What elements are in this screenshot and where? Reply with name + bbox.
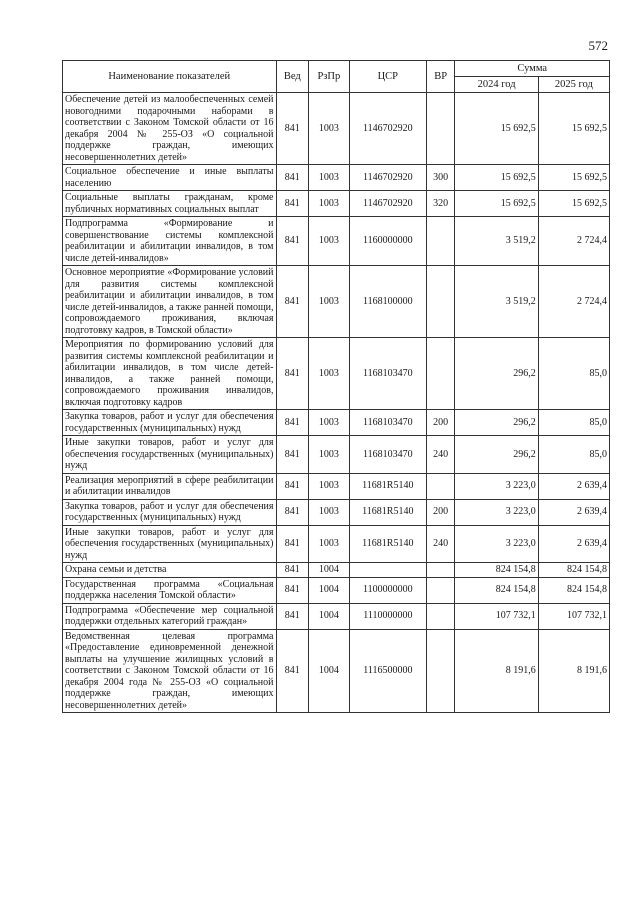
row-csr: 11681R5140 [349,473,426,499]
row-sum-2025: 2 724,4 [538,266,609,338]
row-vr [426,629,454,713]
row-sum-2024: 3 223,0 [455,473,538,499]
row-csr: 1168103470 [349,436,426,474]
row-sum-2025: 2 639,4 [538,525,609,563]
row-sum-2024: 3 519,2 [455,217,538,266]
row-vr [426,93,454,165]
row-ved: 841 [276,577,309,603]
row-sum-2024: 296,2 [455,338,538,410]
row-rzpr: 1004 [309,603,350,629]
row-csr: 1168100000 [349,266,426,338]
table-row [63,436,610,474]
row-name: Закупка товаров, работ и услуг для обеспечения государственных (муниципальных) нужд [63,499,277,525]
row-rzpr: 1003 [309,266,350,338]
row-vr [426,266,454,338]
row-vr: 300 [426,165,454,191]
table-row [63,217,610,266]
row-name: Охрана семьи и детства [63,563,277,578]
row-vr [426,563,454,578]
table-row [63,629,610,713]
row-ved: 841 [276,410,309,436]
row-ved: 841 [276,603,309,629]
row-ved: 841 [276,563,309,578]
row-name: Иные закупки товаров, работ и услуг для обеспечения государственных (муниципальных) нужд [63,436,277,474]
row-sum-2025: 15 692,5 [538,191,609,217]
row-sum-2024: 15 692,5 [455,165,538,191]
row-vr: 240 [426,525,454,563]
row-name: Обеспечение детей из малообеспеченных семей новогодними подарочными наборами в соответствии с Законом Томской области от 16 декабря 2004 № 255-ОЗ «О социальной поддержке граждан, имеющих несовершеннолетних детей» [63,93,277,165]
header-rzpr: РзПр [309,61,350,93]
row-vr [426,338,454,410]
row-sum-2025: 107 732,1 [538,603,609,629]
row-name: Подпрограмма «Обеспечение мер социальной поддержки отдельных категорий граждан» [63,603,277,629]
table-row [63,577,610,603]
row-rzpr: 1003 [309,191,350,217]
row-ved: 841 [276,93,309,165]
row-vr: 240 [426,436,454,474]
row-sum-2025: 2 639,4 [538,473,609,499]
row-name: Закупка товаров, работ и услуг для обеспечения государственных (муниципальных) нужд [63,410,277,436]
page-number: 572 [588,38,608,53]
header-name: Наименование показателей [63,61,277,93]
row-csr: 1168103470 [349,338,426,410]
row-ved: 841 [276,266,309,338]
row-vr: 200 [426,499,454,525]
row-sum-2024: 824 154,8 [455,577,538,603]
row-sum-2025: 15 692,5 [538,93,609,165]
row-name: Мероприятия по формированию условий для развития системы комплексной реабилитации и абилитации инвалидов, в том числе детей-инвалидов, а также ранней помощи, сопровождаемого проживания инвалидов, включая подготовку кадров [63,338,277,410]
row-sum-2025: 824 154,8 [538,577,609,603]
row-rzpr: 1003 [309,473,350,499]
row-ved: 841 [276,629,309,713]
row-name: Государственная программа «Социальная поддержка населения Томской области» [63,577,277,603]
row-rzpr: 1003 [309,217,350,266]
table-row [63,525,610,563]
row-sum-2025: 85,0 [538,338,609,410]
row-ved: 841 [276,473,309,499]
row-sum-2025: 824 154,8 [538,563,609,578]
table-row [63,499,610,525]
row-csr: 1110000000 [349,603,426,629]
row-rzpr: 1004 [309,577,350,603]
table-row [63,410,610,436]
row-sum-2024: 15 692,5 [455,93,538,165]
row-rzpr: 1003 [309,165,350,191]
row-rzpr: 1003 [309,338,350,410]
row-name: Иные закупки товаров, работ и услуг для обеспечения государственных (муниципальных) нужд [63,525,277,563]
row-sum-2025: 2 639,4 [538,499,609,525]
header-2025: 2025 год [538,77,609,93]
header-ved: Вед [276,61,309,93]
row-sum-2025: 85,0 [538,436,609,474]
header-vr: ВР [426,61,454,93]
row-rzpr: 1003 [309,499,350,525]
table-row [63,563,610,578]
row-rzpr: 1003 [309,93,350,165]
row-ved: 841 [276,165,309,191]
header-csr: ЦСР [349,61,426,93]
row-name: Реализация мероприятий в сфере реабилитации и абилитации инвалидов [63,473,277,499]
row-csr: 11681R5140 [349,525,426,563]
row-rzpr: 1004 [309,563,350,578]
table-row [63,266,610,338]
row-sum-2024: 8 191,6 [455,629,538,713]
row-sum-2024: 296,2 [455,410,538,436]
row-sum-2024: 3 223,0 [455,499,538,525]
row-ved: 841 [276,525,309,563]
row-vr [426,603,454,629]
row-name: Социальные выплаты гражданам, кроме публичных нормативных социальных выплат [63,191,277,217]
row-rzpr: 1004 [309,629,350,713]
row-sum-2024: 107 732,1 [455,603,538,629]
row-sum-2024: 824 154,8 [455,563,538,578]
row-sum-2025: 15 692,5 [538,165,609,191]
budget-table [62,60,610,713]
row-ved: 841 [276,499,309,525]
row-csr: 1146702920 [349,165,426,191]
row-sum-2024: 296,2 [455,436,538,474]
table-row [63,338,610,410]
row-vr [426,473,454,499]
row-sum-2024: 3 223,0 [455,525,538,563]
row-csr: 11681R5140 [349,499,426,525]
row-csr: 1116500000 [349,629,426,713]
row-csr: 1146702920 [349,191,426,217]
row-name: Социальное обеспечение и иные выплаты населению [63,165,277,191]
table-row [63,473,610,499]
row-rzpr: 1003 [309,410,350,436]
row-sum-2025: 85,0 [538,410,609,436]
row-sum-2024: 15 692,5 [455,191,538,217]
row-csr: 1100000000 [349,577,426,603]
row-csr [349,563,426,578]
row-csr: 1160000000 [349,217,426,266]
row-rzpr: 1003 [309,525,350,563]
row-ved: 841 [276,191,309,217]
row-ved: 841 [276,217,309,266]
row-vr [426,217,454,266]
header-2024: 2024 год [455,77,538,93]
row-vr: 200 [426,410,454,436]
row-ved: 841 [276,436,309,474]
row-name: Основное мероприятие «Формирование условий для развития системы комплексной реабилитации и абилитации инвалидов, в том числе детей-инвалидов, а также ранней помощи, сопровождаемого проживания, включая подготовку кадров, в Томской области» [63,266,277,338]
table-row [63,93,610,165]
header-sum: Сумма [455,61,610,77]
row-sum-2025: 8 191,6 [538,629,609,713]
table-row [63,165,610,191]
row-csr: 1168103470 [349,410,426,436]
row-sum-2024: 3 519,2 [455,266,538,338]
table-row [63,191,610,217]
row-name: Ведомственная целевая программа «Предоставление единовременной денежной выплаты на улучшение жилищных условий в соответствии с Законом Томской области от 16 декабря 2004 года № 255-ОЗ «О социальной поддержке граждан, имеющих несовершеннолетних детей» [63,629,277,713]
row-vr [426,577,454,603]
row-sum-2025: 2 724,4 [538,217,609,266]
table-row [63,603,610,629]
row-vr: 320 [426,191,454,217]
row-csr: 1146702920 [349,93,426,165]
row-name: Подпрограмма «Формирование и совершенствование системы комплексной реабилитации и абилитации инвалидов, в том числе детей-инвалидов» [63,217,277,266]
row-ved: 841 [276,338,309,410]
row-rzpr: 1003 [309,436,350,474]
